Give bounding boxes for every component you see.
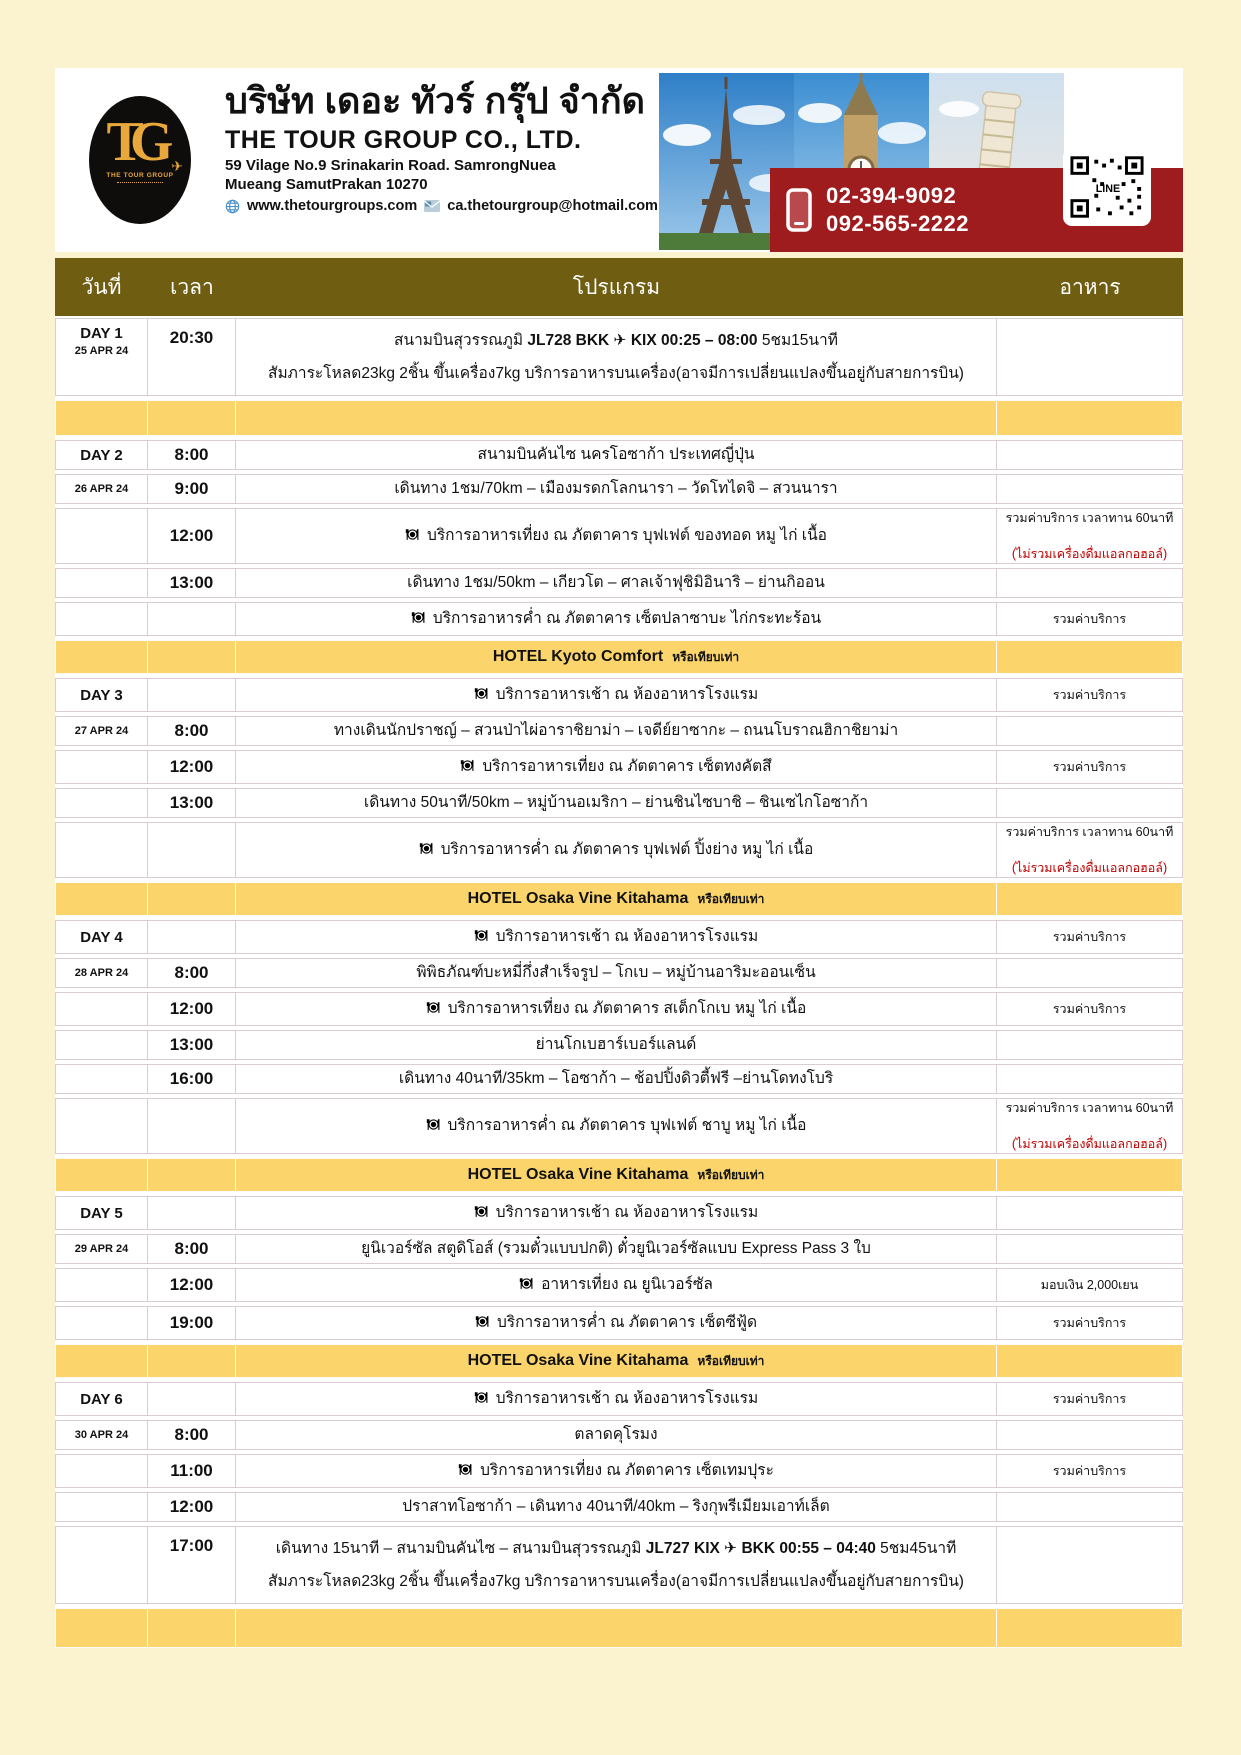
- food-cell: [997, 716, 1183, 746]
- website-text: www.thetourgroups.com: [247, 198, 418, 214]
- food-cell: [997, 1098, 1183, 1154]
- column-header-date: วันที่: [81, 275, 122, 299]
- time-cell: 12:00: [148, 508, 236, 564]
- day-label: DAY 3: [80, 686, 123, 704]
- program-text: บริการอาหารเช้า ณ ห้องอาหารโรงแรม: [474, 927, 758, 946]
- food-cell: [997, 1030, 1183, 1060]
- date-label: 28 APR 24: [74, 967, 129, 979]
- program-text: ย่านโกเบฮาร์เบอร์แลนด์: [535, 1036, 697, 1054]
- food-service-note: รวมค่าบริการ เวลาทาน 60นาที: [1005, 825, 1174, 839]
- day-cell: [55, 1420, 148, 1450]
- program-cell: [236, 640, 997, 674]
- program-text: บริการอาหารเที่ยง ณ ภัตตาคาร เซ็ตเทมปุระ: [458, 1461, 774, 1480]
- food-cell: [997, 400, 1183, 436]
- program-text: เดินทาง 40นาที/35km – โอซาก้า – ช้อปปิ้งดิวตี้ฟรี –ย่านโดทงโบริ: [398, 1070, 834, 1088]
- food-cell: [997, 678, 1183, 712]
- day-cell: [55, 958, 148, 988]
- day-cell: [55, 788, 148, 818]
- day-cell: [55, 992, 148, 1026]
- time-cell: 13:00: [148, 788, 236, 818]
- contact-line: [225, 198, 665, 214]
- globe-icon: [225, 199, 240, 214]
- program-cell: [236, 958, 997, 988]
- itinerary-row: [55, 822, 1183, 878]
- program-text: เดินทาง 15นาที – สนามบินคันไซ – สนามบินสุวรรณภูมิ JL727 KIX ✈ BKK 00:55 – 04:40 5ชม45นาที: [275, 1539, 957, 1557]
- food-cell: [997, 750, 1183, 784]
- program-text: บริการอาหารเที่ยง ณ ภัตตาคาร บุฟเฟต์ ของทอด หมู ไก่ เนื้อ: [405, 526, 827, 545]
- time-cell: 13:00: [148, 568, 236, 598]
- itinerary-row: [55, 474, 1183, 504]
- time-cell: 20:30: [148, 318, 236, 396]
- food-cell: [997, 958, 1183, 988]
- hotel-row: [55, 1344, 1183, 1378]
- itinerary-body: [55, 316, 1183, 1648]
- fork-knife-plate-icon: [426, 1000, 441, 1015]
- day-cell: [55, 1030, 148, 1060]
- hotel-alt-note: หรือเทียบเท่า: [697, 1167, 765, 1182]
- program-cell: [236, 1158, 997, 1192]
- food-cell: [997, 1382, 1183, 1416]
- program-cell: [236, 602, 997, 636]
- program-cell: [236, 1420, 997, 1450]
- food-cell: [997, 1268, 1183, 1302]
- day-cell: [55, 1064, 148, 1094]
- program-subtext: สัมภาระโหลด23kg 2ชิ้น ขึ้นเครื่อง7kg บริการอาหารบนเครื่อง(อาจมีการเปลี่ยนแปลงขึ้นอยู่กับสายการบิน): [268, 364, 964, 382]
- fork-knife-plate-icon: [474, 928, 489, 943]
- fork-knife-plate-icon: [474, 1204, 489, 1219]
- food-service-note: รวมค่าบริการ: [1052, 612, 1127, 626]
- hotel-alt-note: หรือเทียบเท่า: [697, 1353, 765, 1368]
- food-service-note: รวมค่าบริการ: [1052, 760, 1127, 774]
- itinerary-row: [55, 716, 1183, 746]
- date-label: 29 APR 24: [74, 1243, 129, 1255]
- date-label: 25 APR 24: [74, 345, 129, 357]
- program-cell: [236, 474, 997, 504]
- food-cell: [997, 440, 1183, 470]
- day-cell: [55, 1268, 148, 1302]
- hotel-row: [55, 882, 1183, 916]
- program-text: บริการอาหารค่ำ ณ ภัตตาคาร บุฟเฟต์ ชาบู หมู ไก่ เนื้อ: [426, 1116, 807, 1135]
- program-text: บริการอาหารเที่ยง ณ ภัตตาคาร เซ็ตทงคัตสึ: [460, 757, 771, 776]
- time-cell: [148, 1608, 236, 1648]
- line-qr-code: [1063, 148, 1151, 226]
- program-cell: [236, 1268, 997, 1302]
- time-cell: [148, 1344, 236, 1378]
- address-line-2: Mueang SamutPrakan 10270: [225, 176, 428, 193]
- day-cell: [55, 1454, 148, 1488]
- program-text: บริการอาหารค่ำ ณ ภัตตาคาร บุฟเฟต์ ปิ้งย่าง หมู ไก่ เนื้อ: [419, 840, 814, 859]
- spacer-row: [55, 400, 1183, 436]
- food-cell: [997, 1306, 1183, 1340]
- program-text: พิพิธภัณฑ์บะหมี่กึ่งสำเร็จรูป – โกเบ – หมู่บ้านอาริมะออนเซ็น: [416, 964, 816, 982]
- program-cell: [236, 822, 997, 878]
- date-label: 27 APR 24: [74, 725, 129, 737]
- fork-knife-plate-icon: [419, 841, 434, 856]
- time-cell: 13:00: [148, 1030, 236, 1060]
- line-label: LINE: [1095, 182, 1121, 195]
- food-cell: [997, 1196, 1183, 1230]
- day-label: DAY 2: [80, 446, 123, 464]
- day-cell: [55, 400, 148, 436]
- phone-number-1: 02-394-9092: [826, 183, 957, 208]
- day-label: DAY 1: [80, 325, 123, 342]
- company-name-en: THE TOUR GROUP CO., LTD.: [225, 126, 582, 154]
- itinerary-row: [55, 508, 1183, 564]
- food-service-note: รวมค่าบริการ เวลาทาน 60นาที: [1005, 511, 1174, 525]
- day-cell: [55, 920, 148, 954]
- food-cell: [997, 640, 1183, 674]
- phone-icon: [786, 188, 812, 232]
- day-label: DAY 5: [80, 1204, 123, 1222]
- program-cell: [236, 1234, 997, 1264]
- time-cell: 8:00: [148, 1420, 236, 1450]
- fork-knife-plate-icon: [405, 527, 420, 542]
- time-cell: 12:00: [148, 750, 236, 784]
- food-service-note: รวมค่าบริการ: [1052, 1316, 1127, 1330]
- itinerary-row: [55, 1268, 1183, 1302]
- food-cell: [997, 920, 1183, 954]
- food-cell: [997, 1608, 1183, 1648]
- program-cell: [236, 1306, 997, 1340]
- company-name-thai: บริษัท เดอะ ทัวร์ กรุ๊ป จำกัด: [225, 80, 646, 121]
- time-cell: 8:00: [148, 440, 236, 470]
- program-cell: [236, 1382, 997, 1416]
- itinerary-row: [55, 1196, 1183, 1230]
- program-text: บริการอาหารเที่ยง ณ ภัตตาคาร สเต็กโกเบ หมู ไก่ เนื้อ: [426, 999, 807, 1018]
- hotel-row: [55, 640, 1183, 674]
- program-cell: [236, 1064, 997, 1094]
- time-cell: 8:00: [148, 716, 236, 746]
- program-text: สนามบินคันไซ นครโอซาก้า ประเทศญี่ปุ่น: [477, 446, 755, 464]
- phone-number-2: 092-565-2222: [826, 211, 970, 236]
- time-cell: [148, 678, 236, 712]
- fork-knife-plate-icon: [519, 1276, 534, 1291]
- day-cell: [55, 716, 148, 746]
- day-cell: [55, 1234, 148, 1264]
- day-cell: [55, 1344, 148, 1378]
- hotel-row: [55, 1158, 1183, 1192]
- time-cell: 12:00: [148, 1492, 236, 1522]
- spacer-row: [55, 1608, 1183, 1648]
- program-cell: [236, 882, 997, 916]
- program-text: บริการอาหารเช้า ณ ห้องอาหารโรงแรม: [474, 1203, 758, 1222]
- company-logo: [55, 68, 225, 252]
- itinerary-row: [55, 750, 1183, 784]
- food-cell: [997, 1492, 1183, 1522]
- food-service-note: รวมค่าบริการ: [1052, 1464, 1127, 1478]
- program-cell: [236, 1098, 997, 1154]
- email-text: ca.thetourgroup@hotmail.com: [447, 198, 658, 214]
- day-cell: [55, 1526, 148, 1604]
- day-label: DAY 4: [80, 928, 123, 946]
- itinerary-row: [55, 1420, 1183, 1450]
- program-text: บริการอาหารค่ำ ณ ภัตตาคาร เซ็ตซีฟู้ด: [475, 1313, 757, 1332]
- day-cell: [55, 1608, 148, 1648]
- time-cell: [148, 1098, 236, 1154]
- day-cell: [55, 1158, 148, 1192]
- day-cell: [55, 1492, 148, 1522]
- address-line-1: 59 Vilage No.9 Srinakarin Road. SamrongNuea: [225, 157, 556, 174]
- program-subtext: สัมภาระโหลด23kg 2ชิ้น ขึ้นเครื่อง7kg บริการอาหารบนเครื่อง(อาจมีการเปลี่ยนแปลงขึ้นอยู่กับสายการบิน): [268, 1572, 964, 1590]
- day-cell: [55, 1306, 148, 1340]
- time-cell: 8:00: [148, 1234, 236, 1264]
- time-cell: [148, 882, 236, 916]
- food-service-note: มอบเงิน 2,000เยน: [1040, 1278, 1139, 1292]
- fork-knife-plate-icon: [411, 610, 426, 625]
- day-cell: [55, 822, 148, 878]
- fork-knife-plate-icon: [426, 1117, 441, 1132]
- food-service-note: รวมค่าบริการ เวลาทาน 60นาที: [1005, 1101, 1174, 1115]
- table-header: [55, 258, 1183, 316]
- day-cell: [55, 1382, 148, 1416]
- hotel-alt-note: หรือเทียบเท่า: [672, 649, 740, 664]
- letterhead: [55, 68, 1183, 252]
- food-cell: [997, 602, 1183, 636]
- time-cell: [148, 822, 236, 878]
- day-cell: [55, 750, 148, 784]
- itinerary-row: [55, 920, 1183, 954]
- program-cell: [236, 1608, 997, 1648]
- time-cell: 12:00: [148, 1268, 236, 1302]
- alcohol-exclusion-note: (ไม่รวมเครื่องดื่มแอลกอฮอล์): [1011, 547, 1168, 561]
- time-cell: 11:00: [148, 1454, 236, 1488]
- hotel-name: HOTEL Osaka Vine Kitahama: [467, 1352, 689, 1369]
- day-cell: [55, 318, 148, 396]
- program-cell: [236, 1492, 997, 1522]
- program-cell: [236, 1344, 997, 1378]
- alcohol-exclusion-note: (ไม่รวมเครื่องดื่มแอลกอฮอล์): [1011, 1137, 1168, 1151]
- day-cell: [55, 440, 148, 470]
- itinerary-row: [55, 602, 1183, 636]
- food-cell: [997, 1234, 1183, 1264]
- program-cell: [236, 1196, 997, 1230]
- logo-subtext: THE TOUR GROUP: [106, 172, 174, 179]
- program-text: อาหารเที่ยง ณ ยูนิเวอร์ซัล: [519, 1275, 713, 1294]
- logo-divider: [117, 182, 163, 185]
- qr-pattern: [1069, 154, 1145, 220]
- program-text: เดินทาง 50นาที/50km – หมู่บ้านอเมริกา – ย่านชินไซบาชิ – ชินเซไกโอซาก้า: [363, 794, 869, 812]
- food-cell: [997, 882, 1183, 916]
- time-cell: 17:00: [148, 1526, 236, 1604]
- logo-circle: [89, 96, 191, 224]
- hotel-name: HOTEL Osaka Vine Kitahama: [467, 890, 689, 907]
- food-cell: [997, 822, 1183, 878]
- program-cell: [236, 440, 997, 470]
- fork-knife-plate-icon: [458, 1462, 473, 1477]
- day-cell: [55, 602, 148, 636]
- itinerary-row: [55, 1382, 1183, 1416]
- time-cell: [148, 640, 236, 674]
- time-cell: 16:00: [148, 1064, 236, 1094]
- time-cell: 9:00: [148, 474, 236, 504]
- time-cell: [148, 602, 236, 636]
- food-service-note: รวมค่าบริการ: [1052, 1002, 1127, 1016]
- food-cell: [997, 1064, 1183, 1094]
- fork-knife-plate-icon: [475, 1314, 490, 1329]
- day-cell: [55, 1098, 148, 1154]
- food-cell: [997, 318, 1183, 396]
- itinerary-row: [55, 678, 1183, 712]
- itinerary-sheet: [55, 0, 1183, 1648]
- fork-knife-plate-icon: [474, 686, 489, 701]
- date-label: 30 APR 24: [74, 1429, 129, 1441]
- food-cell: [997, 1420, 1183, 1450]
- envelope-icon: [424, 200, 440, 212]
- food-cell: [997, 1344, 1183, 1378]
- food-cell: [997, 568, 1183, 598]
- itinerary-row: [55, 958, 1183, 988]
- program-cell: [236, 1454, 997, 1488]
- day-cell: [55, 474, 148, 504]
- itinerary-row: [55, 568, 1183, 598]
- program-text: บริการอาหารค่ำ ณ ภัตตาคาร เซ็ตปลาซาบะ ไก่กระทะร้อน: [411, 609, 821, 628]
- hotel-name: HOTEL Kyoto Comfort: [492, 648, 664, 665]
- itinerary-row: [55, 1492, 1183, 1522]
- day-cell: [55, 882, 148, 916]
- program-cell: [236, 400, 997, 436]
- program-cell: [236, 1030, 997, 1060]
- program-cell: [236, 678, 997, 712]
- time-cell: [148, 920, 236, 954]
- program-cell: [236, 1526, 997, 1604]
- itinerary-row: [55, 440, 1183, 470]
- program-cell: [236, 568, 997, 598]
- day-cell: [55, 678, 148, 712]
- alcohol-exclusion-note: (ไม่รวมเครื่องดื่มแอลกอฮอล์): [1011, 861, 1168, 875]
- food-service-note: รวมค่าบริการ: [1052, 688, 1127, 702]
- company-block: [225, 68, 665, 252]
- program-text: ทางเดินนักปราชญ์ – สวนป่าไผ่อาราชิยาม่า – เจดีย์ยาซากะ – ถนนโบราณฮิกาชิยาม่า: [333, 722, 899, 740]
- program-cell: [236, 992, 997, 1026]
- food-cell: [997, 1158, 1183, 1192]
- program-cell: [236, 508, 997, 564]
- program-text: ยูนิเวอร์ซัล สตูดิโอส์ (รวมตั๋วแบบปกติ) ตั๋วยูนิเวอร์ซัลแบบ Express Pass 3 ใบ: [361, 1240, 871, 1258]
- itinerary-row: [55, 1234, 1183, 1264]
- phone-numbers: [826, 182, 969, 238]
- program-cell: [236, 750, 997, 784]
- food-cell: [997, 474, 1183, 504]
- food-cell: [997, 788, 1183, 818]
- food-cell: [997, 1526, 1183, 1604]
- day-label: DAY 6: [80, 1390, 123, 1408]
- time-cell: [148, 1158, 236, 1192]
- program-text: บริการอาหารเช้า ณ ห้องอาหารโรงแรม: [474, 1389, 758, 1408]
- itinerary-row: [55, 992, 1183, 1026]
- column-header-time: เวลา: [170, 275, 214, 299]
- hotel-name: HOTEL Osaka Vine Kitahama: [467, 1166, 689, 1183]
- column-header-food: อาหาร: [1059, 275, 1121, 299]
- time-cell: [148, 1196, 236, 1230]
- itinerary-row: [55, 318, 1183, 396]
- time-cell: [148, 400, 236, 436]
- fork-knife-plate-icon: [460, 758, 475, 773]
- program-text: ปราสาทโอซาก้า – เดินทาง 40นาที/40km – ริงกุพรีเมียมเอาท์เล็ต: [402, 1498, 830, 1516]
- program-text: บริการอาหารเช้า ณ ห้องอาหารโรงแรม: [474, 685, 758, 704]
- food-cell: [997, 1454, 1183, 1488]
- itinerary-row: [55, 1306, 1183, 1340]
- time-cell: 8:00: [148, 958, 236, 988]
- program-cell: [236, 716, 997, 746]
- program-text: ตลาดคุโรมง: [574, 1426, 658, 1444]
- fork-knife-plate-icon: [474, 1390, 489, 1405]
- hotel-alt-note: หรือเทียบเท่า: [697, 891, 765, 906]
- itinerary-row: [55, 1098, 1183, 1154]
- day-cell: [55, 1196, 148, 1230]
- food-service-note: รวมค่าบริการ: [1052, 930, 1127, 944]
- food-cell: [997, 508, 1183, 564]
- day-cell: [55, 508, 148, 564]
- day-cell: [55, 568, 148, 598]
- logo-monogram: TG: [106, 111, 160, 173]
- day-cell: [55, 640, 148, 674]
- program-text: สนามบินสุวรรณภูมิ JL728 BKK ✈ KIX 00:25 – 08:00 5ชม15นาที: [394, 331, 838, 349]
- food-service-note: รวมค่าบริการ: [1052, 1392, 1127, 1406]
- itinerary-row: [55, 1454, 1183, 1488]
- time-cell: 12:00: [148, 992, 236, 1026]
- program-cell: [236, 318, 997, 396]
- program-cell: [236, 920, 997, 954]
- time-cell: [148, 1382, 236, 1416]
- itinerary-row: [55, 1526, 1183, 1604]
- program-text: เดินทาง 1ชม/70km – เมืองมรดกโลกนารา – วัดโทไดจิ – สวนนารา: [394, 480, 838, 498]
- food-cell: [997, 992, 1183, 1026]
- itinerary-row: [55, 1064, 1183, 1094]
- program-cell: [236, 788, 997, 818]
- plane-icon: ✈: [171, 158, 183, 174]
- itinerary-row: [55, 788, 1183, 818]
- time-cell: 19:00: [148, 1306, 236, 1340]
- itinerary-row: [55, 1030, 1183, 1060]
- program-text: เดินทาง 1ชม/50km – เกียวโต – ศาลเจ้าฟุชิมิอินาริ – ย่านกิออน: [407, 574, 825, 592]
- date-label: 26 APR 24: [74, 483, 129, 495]
- column-header-program: โปรแกรม: [572, 275, 661, 299]
